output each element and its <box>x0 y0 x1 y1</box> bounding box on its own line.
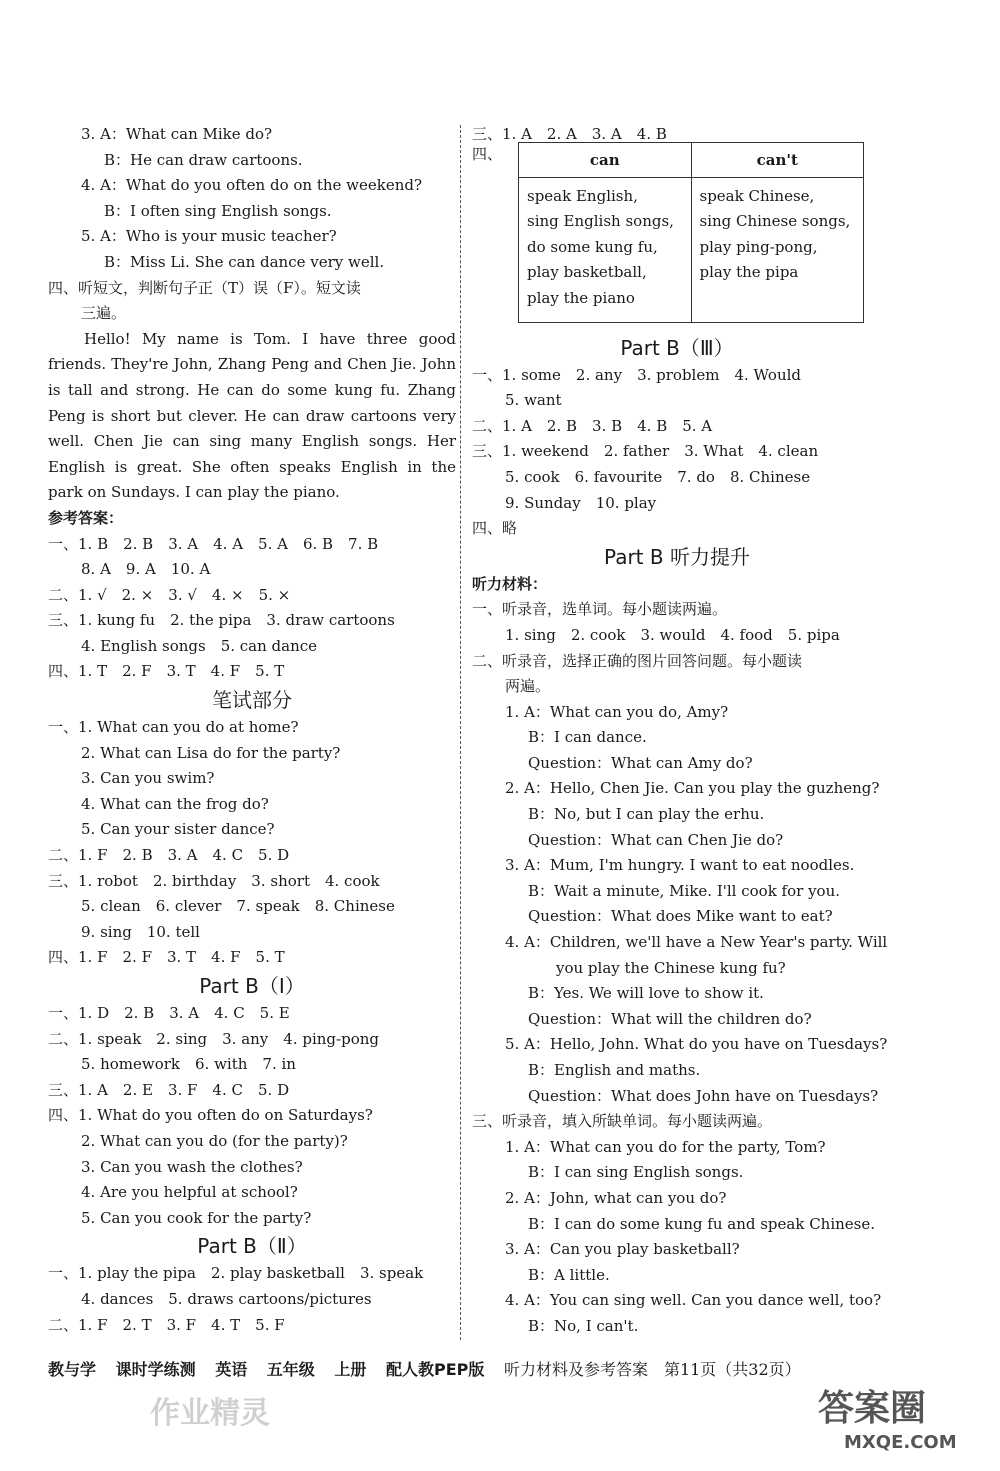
text-line: B：English and maths. <box>528 1061 701 1079</box>
footer-part: 配人教PEP版 <box>385 1360 485 1379</box>
text-line: B：Miss Li. She can dance very well. <box>104 252 385 271</box>
text-line: 三、1. weekend 2. father 3. What 4. clean <box>472 442 819 461</box>
footer-part: 五年级 <box>266 1360 315 1379</box>
section-header: Part B（Ⅲ） <box>620 335 734 360</box>
text-line: 5. want <box>505 391 562 410</box>
text-line: 5. cook 6. favourite 7. do 8. Chinese <box>505 467 811 486</box>
table-cell-line: play ping-pong, <box>699 237 818 256</box>
text-line: 二、听录音，选择正确的图片回答问题。每小题读 <box>472 651 803 670</box>
text-line: Question：What does Mike want to eat? <box>528 907 833 926</box>
text-line: B：No, but I can play the erhu. <box>528 805 765 824</box>
table-cell-line: do some kung fu, <box>527 237 658 256</box>
text-line: B：I can sing English songs. <box>528 1163 744 1182</box>
text-line: 5. A：Hello, John. What do you have on Tuesdays? <box>505 1035 888 1054</box>
text-line: B：Wait a minute, Mike. I'll cook for you. <box>528 881 841 900</box>
text-line: 9. sing 10. tell <box>81 922 200 941</box>
text-line: 4. A：What do you often do on the weekend? <box>81 176 423 195</box>
table-cell-can <box>519 177 692 322</box>
watermark-answer-logo: 答案圈 <box>818 1388 927 1429</box>
text-line: 四、听短文，判断句子正（T）误（F）。短文读 <box>48 278 361 297</box>
text-line: 3. A：Can you play basketball? <box>505 1240 740 1259</box>
text-line: 5. Can you cook for the party? <box>81 1208 312 1227</box>
table-cell-line: play the piano <box>527 288 635 307</box>
text-line: 三、听录音，填入所缺单词。每小题读两遍。 <box>472 1112 773 1131</box>
text-line: 四、略 <box>472 519 518 538</box>
section-header: Part B（Ⅱ） <box>197 1234 307 1259</box>
section-header: Part B 听力提升 <box>604 544 750 569</box>
text-line: 二、1. F 2. B 3. A 4. C 5. D <box>48 846 290 865</box>
text-line: 2. What can Lisa do for the party? <box>81 743 341 762</box>
text-line: 9. Sunday 10. play <box>505 493 657 512</box>
section-header: 笔试部分 <box>212 688 292 713</box>
text-line: 1. A：What can you do for the party, Tom? <box>505 1137 826 1156</box>
text-line: Question：What does John have on Tuesdays? <box>528 1086 879 1105</box>
text-line: B：A little. <box>528 1265 610 1284</box>
text-line: Question：What will the children do? <box>528 1009 812 1028</box>
watermark-url: MXQE.COM <box>844 1432 957 1453</box>
text-line: 5. homework 6. with 7. in <box>81 1055 296 1074</box>
left-column <box>48 122 456 1338</box>
text-line: 4. What can the frog do? <box>81 794 269 813</box>
text-line: 一、1. some 2. any 3. problem 4. Would <box>472 365 802 384</box>
text-line: 四、1. F 2. F 3. T 4. F 5. T <box>48 948 285 967</box>
text-line: 4. Are you helpful at school? <box>81 1183 298 1202</box>
text-line: 2. A：John, what can you do? <box>505 1188 727 1207</box>
text-line: Question：What can Chen Jie do? <box>528 830 784 849</box>
column-divider <box>460 125 461 1340</box>
text-line: Question：What can Amy do? <box>528 753 753 772</box>
table-cell-line: sing English songs, <box>527 212 674 231</box>
section-header: Part B（Ⅰ） <box>199 974 305 998</box>
footer-page-info: 听力材料及参考答案 第11页（共32页） <box>503 1360 801 1379</box>
text-line: 8. A 9. A 10. A <box>81 560 211 579</box>
text-line: 二、1. √ 2. × 3. √ 4. × 5. × <box>48 585 291 604</box>
table-cell-cant <box>691 177 864 322</box>
text-line: 听力材料： <box>472 574 548 593</box>
text-line: 两遍。 <box>505 677 551 696</box>
text-line: 二、1. speak 2. sing 3. any 4. ping-pong <box>48 1029 379 1048</box>
right-column <box>472 122 888 1340</box>
table-cell-line: speak English, <box>527 186 638 205</box>
text-line: 三遍。 <box>81 304 127 323</box>
text-line: 2. What can you do (for the party)? <box>81 1131 348 1150</box>
footer-part: 英语 <box>215 1360 248 1379</box>
text-line: B：He can draw cartoons. <box>104 150 303 169</box>
text-line: 三、1. A 2. E 3. F 4. C 5. D <box>48 1080 290 1099</box>
watermark-logo: 作业精灵 <box>150 1396 270 1431</box>
text-line: B：I can do some kung fu and speak Chinese. <box>528 1214 876 1233</box>
text-line: you play the Chinese kung fu? <box>556 958 786 977</box>
right-top-line: 三、1. A 2. A 3. A 4. B <box>472 125 667 143</box>
text-line: B：No, I can't. <box>528 1316 639 1335</box>
text-line: 参考答案： <box>48 508 124 527</box>
table-header-cant: can't <box>691 142 864 177</box>
footer-part: 课时学练测 <box>115 1360 196 1379</box>
text-line: 四、1. What do you often do on Saturdays? <box>48 1106 373 1125</box>
text-line: 3. Can you swim? <box>81 769 215 788</box>
text-line: 四、1. T 2. F 3. T 4. F 5. T <box>48 662 285 681</box>
footer-part: 上册 <box>334 1360 367 1379</box>
text-line: 二、1. F 2. T 3. F 4. T 5. F <box>48 1315 285 1334</box>
can-cant-table <box>518 142 864 323</box>
text-line: 5. clean 6. clever 7. speak 8. Chinese <box>81 897 395 916</box>
page-footer <box>48 1357 928 1380</box>
table-block <box>472 142 882 323</box>
text-line: 3. A：Mum, I'm hungry. I want to eat noodles. <box>505 856 855 875</box>
table-header-can: can <box>519 142 692 177</box>
text-line: 4. English songs 5. can dance <box>81 636 318 655</box>
text-line: 一、1. play the pipa 2. play basketball 3. speak <box>48 1264 424 1283</box>
text-line: B：I often sing English songs. <box>104 201 332 220</box>
text-line: 1. A：What can you do, Amy? <box>505 702 729 721</box>
text-line: B：I can dance. <box>528 728 647 747</box>
text-line: 1. sing 2. cook 3. would 4. food 5. pipa <box>505 625 840 644</box>
text-line: 三、1. kung fu 2. the pipa 3. draw cartoons <box>48 611 395 630</box>
right-list <box>472 333 888 1340</box>
text-line: 4. A：Children, we'll have a New Year's party. Will <box>505 933 888 952</box>
text-line: 4. dances 5. draws cartoons/pictures <box>81 1289 372 1308</box>
text-line: 一、听录音，选单词。每小题读两遍。 <box>472 600 728 619</box>
text-line: 3. A：What can Mike do? <box>81 125 273 143</box>
text-line: 一、1. D 2. B 3. A 4. C 5. E <box>48 1004 290 1022</box>
text-line: 2. A：Hello, Chen Jie. Can you play the guzheng? <box>505 779 880 798</box>
text-line: 三、1. robot 2. birthday 3. short 4. cook <box>48 871 380 890</box>
table-cell-line: play basketball, <box>527 263 647 282</box>
table-cell-line: sing Chinese songs, <box>699 212 851 231</box>
text-line: Hello! My name is Tom. I have three good friends. They're John, Zhang Peng and Chen Jie. John is tall and strong. He can do some kung fu. Zhang Peng is short but clever. He can draw cartoons very well. Chen Jie can sing many English songs. Her English is great. She often speaks English in the park on Sundays. I can play the piano. <box>48 329 456 502</box>
text-line: 5. Can your sister dance? <box>81 820 275 839</box>
text-line: 5. A：Who is your music teacher? <box>81 227 337 246</box>
text-line: 3. Can you wash the clothes? <box>81 1157 303 1176</box>
footer-part: 教与学 <box>48 1360 97 1379</box>
text-line: 二、1. A 2. B 3. B 4. B 5. A <box>472 416 713 435</box>
text-line: B：Yes. We will love to show it. <box>528 984 764 1003</box>
table-label: 四、 <box>472 144 503 163</box>
text-line: 一、1. What can you do at home? <box>48 718 299 737</box>
table-cell-line: speak Chinese, <box>699 186 815 205</box>
text-line: 4. A：You can sing well. Can you dance well, too? <box>505 1291 882 1310</box>
table-cell-line: play the pipa <box>699 263 799 282</box>
text-line: 一、1. B 2. B 3. A 4. A 5. A 6. B 7. B <box>48 534 379 553</box>
